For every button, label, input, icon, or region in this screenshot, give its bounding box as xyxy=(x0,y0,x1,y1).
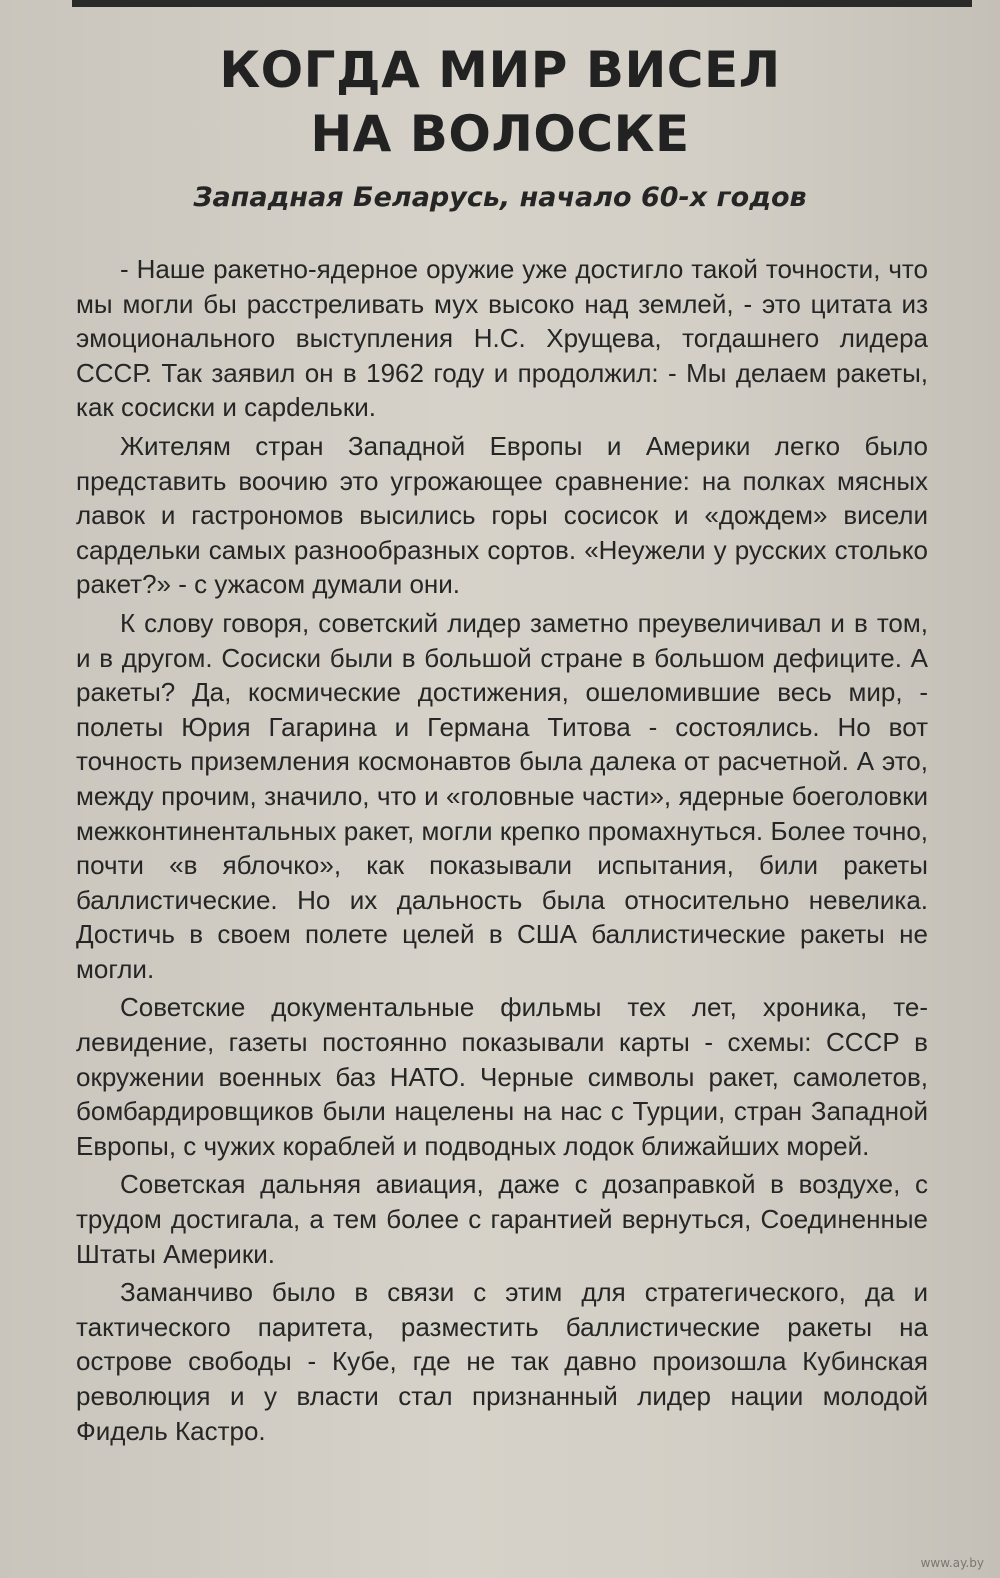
paragraph-2: Жителям стран Западной Европы и Америки легко было представить воочию это угрожающее сравнение: на полках мясных лавок и гастрономов высились горы сосисок и «дождем» висели сардельки самых разнообразных сортов. «Неужели у русских столько ракет?» - с ужасом думали они. xyxy=(76,430,928,600)
paragraph-6: Заманчиво было в связи с этим для стратегического, да и тактического паритета, разместить баллистические ракеты на острове свободы - Кубе, где не так давно произошла Кубинская революция и у власти стал признанный лидер нации молодой Фидель Кастро. xyxy=(76,1277,928,1446)
article-body xyxy=(76,252,928,1452)
title-line-1: КОГДА МИР ВИСЕЛ xyxy=(219,41,781,99)
top-rule xyxy=(72,0,972,7)
paragraph-4: Советские документальные фильмы тех лет, хроника, телевидение, газеты постоянно показывали карты - схемы: СССР в окружении военных баз НАТО. Черные символы ракет, самолетов, бомбардировщиков были нацелены на нас с Турции, стран Западной Европы, с чужих кораблей и подводных лодок ближайших морей. xyxy=(76,992,928,1161)
paragraph-3: К слову говоря, советский лидер заметно преувеличивал и в том, и в другом. Сосиски были в большой стране в большом дефиците. А ракеты? Да, космические достижения, ошеломившие весь мир, - полеты Юрия Гагарина и Германа Титова - состоялись. Но вот точность приземления космонавтов была далека от расчетной. А это, между прочим, значило, что и «головные части», ядерные боеголовки межконтинентальных ракет, могли крепко промахнуться. Более точно, почти «в яблочко», как показывали испытания, били ракеты баллистические. Но их дальность была относительно невелика. Достичь в своем полете целей в США баллистические ракеты не могли. xyxy=(76,607,928,984)
paragraph-5: Советская дальняя авиация, даже с дозаправкой в воздухе, с трудом достигала, а тем более с гарантией вернуться, Соединенные Штаты Америки. xyxy=(76,1169,928,1269)
article-title xyxy=(0,38,1000,166)
title-line-2: НА ВОЛОСКЕ xyxy=(310,105,690,163)
article-subtitle: Западная Беларусь, начало 60-х годов xyxy=(193,182,807,213)
paragraph-1: - Наше ракетно-ядерное оружие уже достигло такой точности, что мы могли бы расстреливать мух высоко над землей, - это цитата из эмоционального выступления Н.С. Хрущева, тогдашнего лидера СССР. Так заявил он в 1962 году и продолжил: - Мы делаем ракеты, как сосиски и сарdельки. xyxy=(76,254,928,423)
site-watermark: www.ay.by xyxy=(920,1556,984,1570)
